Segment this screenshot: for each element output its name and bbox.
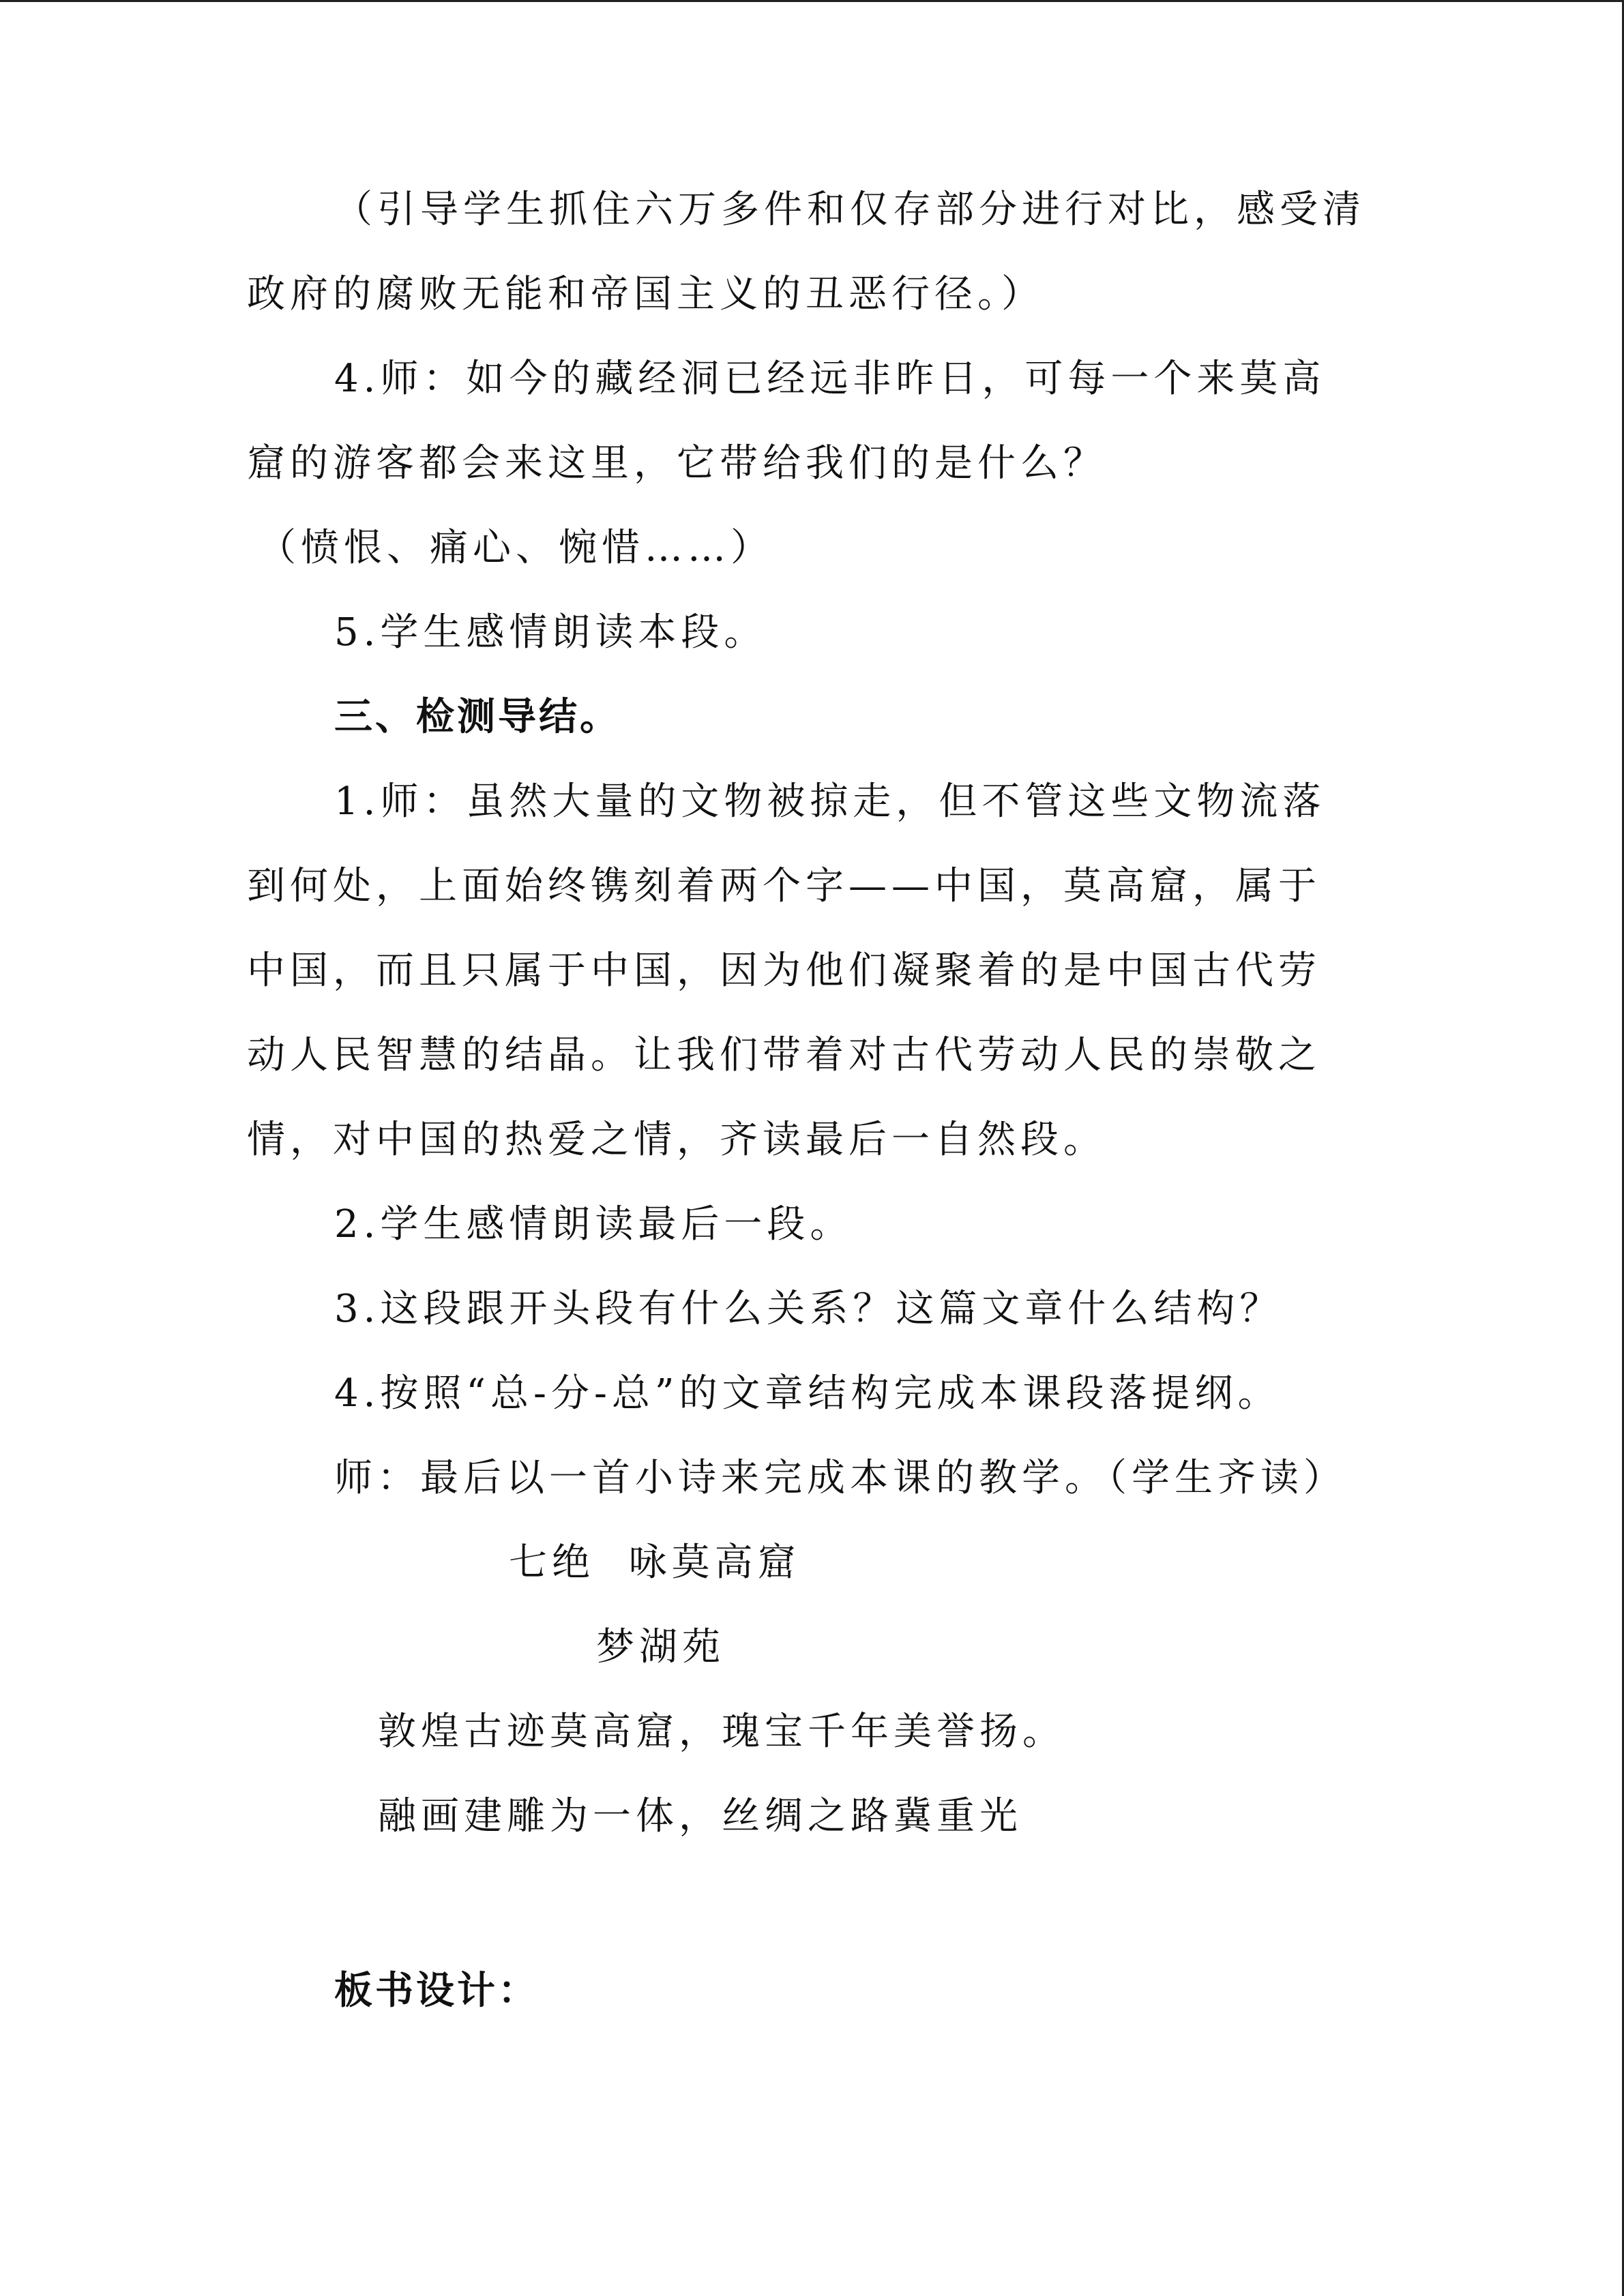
section-heading: 三、检测导结。: [334, 695, 621, 739]
paragraph-line: 5.学生感情朗读本段。: [334, 610, 767, 655]
paragraph-line: （引导学生抓住六万多件和仅存部分进行对比，感受清: [334, 188, 1365, 232]
poem-line: 敦煌古迹莫高窟，瑰宝千年美誉扬。: [378, 1710, 1065, 1754]
paragraph-line: 到何处，上面始终镌刻着两个字——中国，莫高窟，属于: [247, 864, 1321, 908]
paragraph-line: 3.这段跟开头段有什么关系？这篇文章什么结构？: [334, 1287, 1283, 1331]
paragraph-line: （愤恨、痛心、惋惜……）: [258, 526, 773, 570]
paragraph-line: 4.师：如今的藏经洞已经远非昨日，可每一个来莫高: [334, 357, 1326, 401]
poem-line: 融画建雕为一体，丝绸之路冀重光: [378, 1794, 1022, 1838]
paragraph-line: 师：最后以一首小诗来完成本课的教学。（学生齐读）: [334, 1456, 1346, 1500]
board-design-heading: 板书设计：: [334, 1969, 539, 2013]
paragraph-line: 政府的腐败无能和帝国主义的丑恶行径。）: [247, 272, 1044, 316]
paragraph-line: 1.师：虽然大量的文物被掠走，但不管这些文物流落: [334, 779, 1326, 824]
paragraph-line: 2.学生感情朗读最后一段。: [334, 1202, 853, 1247]
paragraph-line: 动人民智慧的结晶。让我们带着对古代劳动人民的崇敬之: [247, 1033, 1321, 1077]
poem-title: 七绝 咏莫高窟: [509, 1540, 801, 1585]
paragraph-line: 窟的游客都会来这里，它带给我们的是什么？: [247, 441, 1106, 486]
poem-author: 梦湖苑: [596, 1625, 725, 1669]
paragraph-line: 情，对中国的热爱之情，齐读最后一自然段。: [247, 1118, 1106, 1162]
paragraph-line: 4.按照“总-分-总”的文章结构完成本课段落提纲。: [334, 1371, 1281, 1416]
paragraph-line: 中国，而且只属于中国，因为他们凝聚着的是中国古代劳: [247, 949, 1321, 993]
